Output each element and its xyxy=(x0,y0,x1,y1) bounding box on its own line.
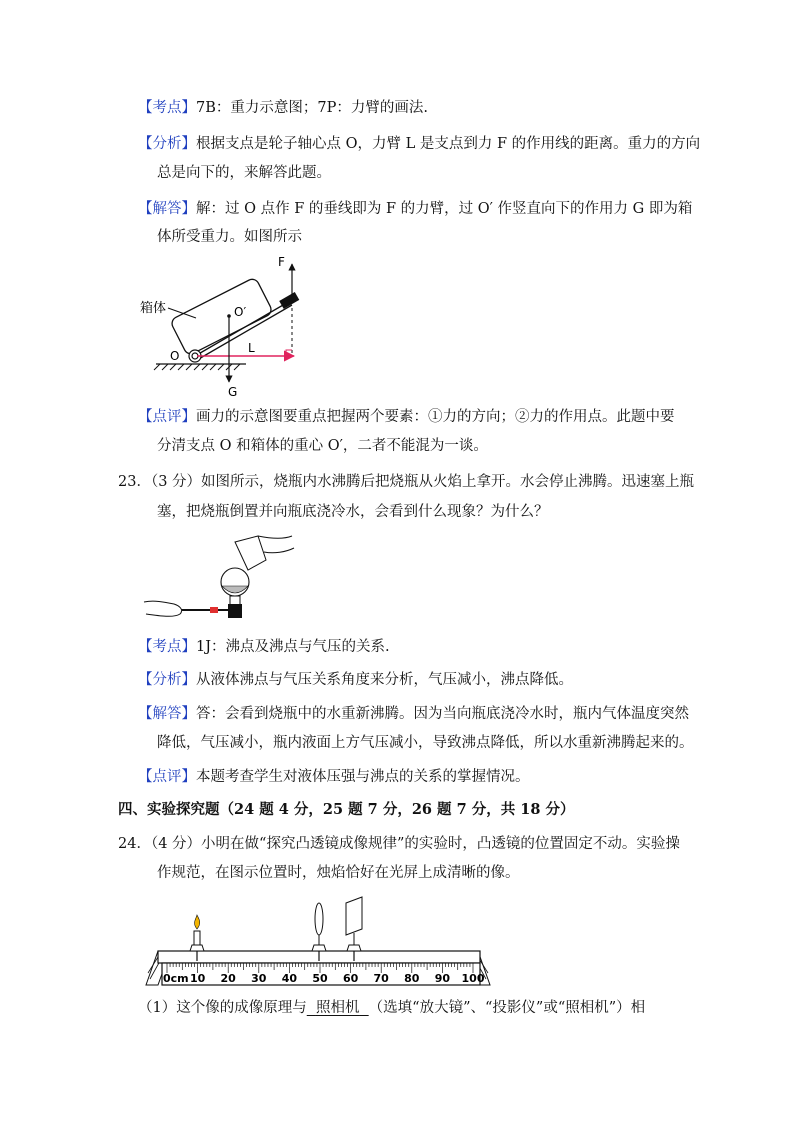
label-box: 箱体 xyxy=(140,301,167,316)
q22-dianping xyxy=(138,407,675,427)
fenxi-tag: 【分析】 xyxy=(138,136,196,152)
q24-stem-line1: 24．（4 分）小明在做“探究凸透镜成像规律”的实验时，凸透镜的位置固定不动。实验操 xyxy=(118,836,680,852)
kaodian-text-2: 1J：沸点及沸点与气压的关系. xyxy=(196,639,390,655)
label-F: F xyxy=(278,255,285,269)
sub1-prefix: （1）这个像的成像原理与 xyxy=(138,1000,307,1016)
q24-sub1 xyxy=(138,998,645,1018)
ruler-start-label: 0cm xyxy=(163,972,189,985)
q23-dianping xyxy=(138,767,530,787)
q23-stem-line2: 塞，把烧瓶倒置并向瓶底浇冷水，会看到什么现象？为什么？ xyxy=(157,504,549,520)
q22-kaodian xyxy=(138,98,428,118)
q23-jieda-line2: 降低，气压减小，瓶内液面上方气压减小，导致沸点降低，所以水重新沸腾起来的。 xyxy=(157,735,694,751)
jieda-text-2: 答：会看到烧瓶中的水重新沸腾。因为当向瓶底浇冷水时，瓶内气体温度突然 xyxy=(196,706,689,722)
ruler-tick-label: 20 xyxy=(220,972,236,985)
label-L: L xyxy=(248,341,255,355)
q22-jieda-line2: 体所受重力。如图所示 xyxy=(157,229,302,245)
kaodian-text: 7B：重力示意图；7P：力臂的画法. xyxy=(196,100,428,116)
kaodian-tag-2: 【考点】 xyxy=(138,639,196,655)
label-O: O xyxy=(170,349,180,363)
sub1-suffix: （选填“放大镜”、“投影仪”或“照相机”）相 xyxy=(368,1000,646,1016)
lever-box-figure xyxy=(140,252,310,398)
fenxi-text-2: 从液体沸点与气压关系角度来分析，气压减小，沸点降低。 xyxy=(196,672,573,688)
ruler-tick-label: 50 xyxy=(312,972,328,985)
q22-dianping-line2: 分清支点 O 和箱体的重心 O′，二者不能混为一谈。 xyxy=(157,438,488,454)
q22-fenxi xyxy=(138,134,700,154)
label-O-prime: O′ xyxy=(234,305,247,319)
kaodian-tag: 【考点】 xyxy=(138,100,196,116)
q22-jieda xyxy=(138,199,692,219)
q22-fenxi-line2: 总是向下的，来解答此题。 xyxy=(157,165,331,181)
section-heading: 四、实验探究题（24 题 4 分，25 题 7 分，26 题 7 分，共 18 分） xyxy=(118,801,575,818)
dianping-text: 画力的示意图要重点把握两个要素：①力的方向；②力的作用点。此题中要 xyxy=(196,409,675,425)
ruler-tick-label: 90 xyxy=(434,972,451,985)
ruler-tick-label: 70 xyxy=(373,972,389,985)
jieda-tag-2: 【解答】 xyxy=(138,706,196,722)
jieda-text: 解：过 O 点作 F 的垂线即为 F 的力臂，过 O′ 作竖直向下的作用力 G 即为箱 xyxy=(196,201,693,217)
q24-stem-line2: 作规范，在图示位置时，烛焰恰好在光屏上成清晰的像。 xyxy=(157,865,520,881)
jieda-tag: 【解答】 xyxy=(138,201,196,217)
fenxi-text: 根据支点是轮子轴心点 O，力臂 L 是支点到力 F 的作用线的距离。重力的方向 xyxy=(196,136,701,152)
q23-stem-line1: 23．（3 分）如图所示，烧瓶内水沸腾后把烧瓶从火焰上拿开。水会停止沸腾。迅速塞上瓶 xyxy=(118,474,695,490)
ruler-tick-label: 60 xyxy=(342,972,359,985)
dianping-tag-2: 【点评】 xyxy=(138,769,196,785)
dianping-text-2: 本题考查学生对液体压强与沸点的关系的掌握情况。 xyxy=(196,769,530,785)
ruler-tick-label: 30 xyxy=(251,972,267,985)
dianping-tag: 【点评】 xyxy=(138,409,196,425)
flask-figure xyxy=(140,530,300,630)
q23-kaodian xyxy=(138,637,390,657)
q23-fenxi xyxy=(138,670,573,690)
sub1-answer-text: 照相机 xyxy=(315,1000,360,1016)
q23-jieda xyxy=(138,704,689,724)
label-G: G xyxy=(228,385,238,398)
optical-bench-figure xyxy=(140,895,500,995)
ruler-tick-label: 40 xyxy=(281,972,298,985)
ruler-tick-label: 80 xyxy=(404,972,420,985)
fenxi-tag-2: 【分析】 xyxy=(138,672,196,688)
ruler-tick-label: 100 xyxy=(461,972,485,985)
sub1-answer xyxy=(307,1000,369,1016)
ruler-tick-label: 10 xyxy=(189,972,206,985)
